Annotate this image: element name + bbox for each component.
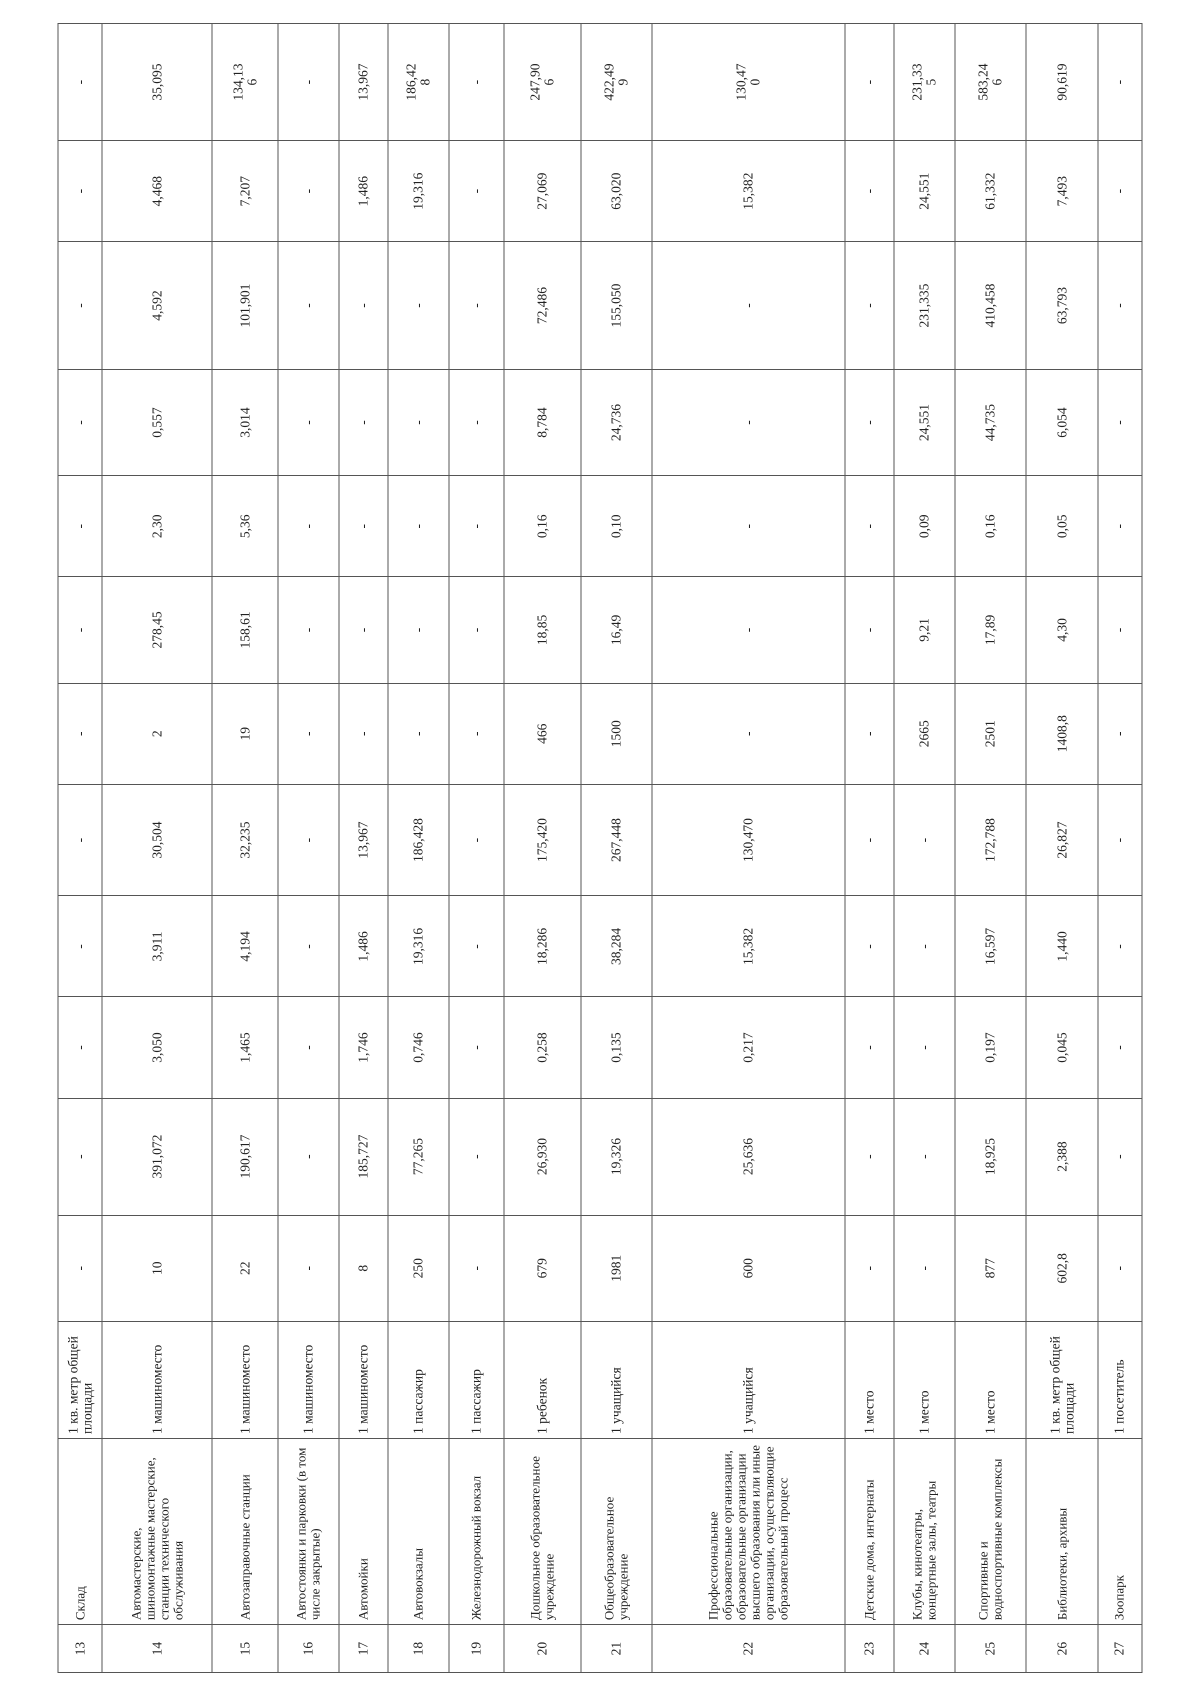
value-cell: 155,050	[581, 242, 653, 370]
value-cell: 231,335	[894, 242, 955, 370]
row-number: 15	[212, 1625, 278, 1673]
value-cell: -	[278, 784, 339, 896]
value-cell: -	[894, 1215, 955, 1321]
object-name: Детские дома, интернаты	[845, 1438, 895, 1624]
unit-cell: 1 машиноместо	[102, 1321, 212, 1438]
value-cell: -	[58, 242, 102, 370]
value-cell: 13,967	[339, 784, 389, 896]
value-cell: 101,901	[212, 242, 278, 370]
value-cell: -	[278, 896, 339, 997]
value-cell: 24,736	[581, 369, 653, 475]
value-cell: 4,468	[102, 141, 212, 242]
value-cell: -	[894, 784, 955, 896]
value-cell: -	[58, 896, 102, 997]
value-cell: -	[278, 242, 339, 370]
value-cell: -	[894, 1098, 955, 1215]
value-cell: -	[845, 141, 895, 242]
value-cell: -	[652, 476, 845, 577]
value-cell: -	[278, 1098, 339, 1215]
value-cell: 1,465	[212, 997, 278, 1098]
object-name: Автостоянки и парковки (в том числе закрытые)	[278, 1438, 339, 1624]
value-cell: 158,61	[212, 577, 278, 683]
value-cell: 0,258	[504, 997, 581, 1098]
value-cell: 1,440	[1026, 896, 1098, 997]
value-cell: -	[1098, 683, 1142, 784]
value-cell: 600	[652, 1215, 845, 1321]
object-name: Склад	[58, 1438, 102, 1624]
value-cell: -	[58, 577, 102, 683]
value-cell: -	[1098, 997, 1142, 1098]
value-cell: -	[339, 683, 389, 784]
unit-cell: 1 ребенок	[504, 1321, 581, 1438]
value-cell: 2,30	[102, 476, 212, 577]
object-name: Железнодорожный вокзал	[449, 1438, 504, 1624]
value-cell: -	[388, 577, 449, 683]
value-cell: 10	[102, 1215, 212, 1321]
table-row	[845, 24, 895, 1673]
value-cell: -	[339, 369, 389, 475]
value-cell: 410,458	[955, 242, 1027, 370]
value-cell: 26,930	[504, 1098, 581, 1215]
value-cell: 15,382	[652, 896, 845, 997]
value-cell: 186,428	[388, 784, 449, 896]
table-row	[58, 24, 102, 1673]
unit-cell: 1 кв. метр общей площади	[58, 1321, 102, 1438]
value-cell: 24,551	[894, 141, 955, 242]
value-cell: -	[449, 141, 504, 242]
object-name: Автовокзалы	[388, 1438, 449, 1624]
table-row	[449, 24, 504, 1673]
object-name: Зоопарк	[1098, 1438, 1142, 1624]
value-cell: 44,735	[955, 369, 1027, 475]
value-cell: 61,332	[955, 141, 1027, 242]
value-cell: -	[449, 24, 504, 141]
value-cell: 30,504	[102, 784, 212, 896]
value-cell: -	[449, 784, 504, 896]
value-cell: -	[388, 242, 449, 370]
value-cell: -	[58, 141, 102, 242]
value-cell: -	[1098, 24, 1142, 141]
row-number: 20	[504, 1625, 581, 1673]
value-cell: 19,316	[388, 141, 449, 242]
unit-cell: 1 кв. метр общей площади	[1026, 1321, 1098, 1438]
value-cell: -	[845, 1098, 895, 1215]
value-cell: -	[278, 476, 339, 577]
value-cell: -	[58, 784, 102, 896]
object-name: Дошкольное образовательное учреждение	[504, 1438, 581, 1624]
row-number: 24	[894, 1625, 955, 1673]
value-cell: -	[449, 369, 504, 475]
value-cell: -	[449, 577, 504, 683]
value-cell: 90,619	[1026, 24, 1098, 141]
row-number: 21	[581, 1625, 653, 1673]
value-cell: 247,90 6	[504, 24, 581, 141]
unit-cell: 1 посетитель	[1098, 1321, 1142, 1438]
table-row	[278, 24, 339, 1673]
value-cell: -	[339, 577, 389, 683]
row-number: 17	[339, 1625, 389, 1673]
table-row	[388, 24, 449, 1673]
value-cell: -	[449, 476, 504, 577]
value-cell: -	[1098, 476, 1142, 577]
value-cell: -	[1098, 896, 1142, 997]
value-cell: -	[845, 1215, 895, 1321]
value-cell: 0,09	[894, 476, 955, 577]
value-cell: -	[449, 896, 504, 997]
table-row	[212, 24, 278, 1673]
value-cell: 16,49	[581, 577, 653, 683]
value-cell: 27,069	[504, 141, 581, 242]
value-cell: 2	[102, 683, 212, 784]
value-cell: -	[1098, 1098, 1142, 1215]
object-name: Клубы, кинотеатры, концертные залы, театры	[894, 1438, 955, 1624]
value-cell: 22	[212, 1215, 278, 1321]
value-cell: 8	[339, 1215, 389, 1321]
value-cell: 0,746	[388, 997, 449, 1098]
value-cell: 19	[212, 683, 278, 784]
value-cell: 15,382	[652, 141, 845, 242]
value-cell: -	[652, 683, 845, 784]
value-cell: -	[845, 24, 895, 141]
table-row	[1098, 24, 1142, 1673]
value-cell: 190,617	[212, 1098, 278, 1215]
value-cell: 19,326	[581, 1098, 653, 1215]
value-cell: -	[1098, 1215, 1142, 1321]
value-cell: -	[58, 369, 102, 475]
value-cell: -	[449, 1215, 504, 1321]
value-cell: -	[58, 997, 102, 1098]
value-cell: 2501	[955, 683, 1027, 784]
value-cell: 19,316	[388, 896, 449, 997]
unit-cell: 1 машиноместо	[339, 1321, 389, 1438]
value-cell: 6,054	[1026, 369, 1098, 475]
value-cell: 38,284	[581, 896, 653, 997]
value-cell: -	[278, 683, 339, 784]
table-row	[652, 24, 845, 1673]
value-cell: -	[845, 784, 895, 896]
value-cell: 0,557	[102, 369, 212, 475]
value-cell: 185,727	[339, 1098, 389, 1215]
value-cell: 4,194	[212, 896, 278, 997]
value-cell: -	[894, 896, 955, 997]
value-cell: 4,592	[102, 242, 212, 370]
value-cell: -	[894, 997, 955, 1098]
value-cell: 1408,8	[1026, 683, 1098, 784]
value-cell: 250	[388, 1215, 449, 1321]
value-cell: 18,925	[955, 1098, 1027, 1215]
value-cell: -	[1098, 242, 1142, 370]
value-cell: -	[58, 476, 102, 577]
table-row	[504, 24, 581, 1673]
value-cell: -	[652, 577, 845, 683]
value-cell: 35,095	[102, 24, 212, 141]
value-cell: 1,486	[339, 141, 389, 242]
value-cell: 391,072	[102, 1098, 212, 1215]
value-cell: 77,265	[388, 1098, 449, 1215]
value-cell: 130,470	[652, 784, 845, 896]
value-cell: 0,16	[504, 476, 581, 577]
value-cell: -	[845, 896, 895, 997]
row-number: 22	[652, 1625, 845, 1673]
value-cell: 1981	[581, 1215, 653, 1321]
value-cell: 5,36	[212, 476, 278, 577]
value-cell: 1500	[581, 683, 653, 784]
value-cell: -	[388, 369, 449, 475]
value-cell: 466	[504, 683, 581, 784]
value-cell: 267,448	[581, 784, 653, 896]
value-cell: -	[339, 476, 389, 577]
value-cell: 583,24 6	[955, 24, 1027, 141]
unit-cell: 1 учащийся	[652, 1321, 845, 1438]
value-cell: -	[652, 369, 845, 475]
row-number: 27	[1098, 1625, 1142, 1673]
table-row	[339, 24, 389, 1673]
value-cell: -	[1098, 141, 1142, 242]
value-cell: 0,217	[652, 997, 845, 1098]
value-cell: 0,045	[1026, 997, 1098, 1098]
value-cell: 278,45	[102, 577, 212, 683]
row-number: 23	[845, 1625, 895, 1673]
value-cell: 32,235	[212, 784, 278, 896]
value-cell: 2,388	[1026, 1098, 1098, 1215]
unit-cell: 1 место	[955, 1321, 1027, 1438]
value-cell: 63,793	[1026, 242, 1098, 370]
value-cell: -	[339, 242, 389, 370]
row-number: 16	[278, 1625, 339, 1673]
unit-cell: 1 пассажир	[388, 1321, 449, 1438]
value-cell: -	[449, 997, 504, 1098]
value-cell: 26,827	[1026, 784, 1098, 896]
value-cell: 7,493	[1026, 141, 1098, 242]
object-name: Автомастерские, шиномонтажные мастерские, станции технического обслуживания	[102, 1438, 212, 1624]
value-cell: -	[449, 683, 504, 784]
row-number: 14	[102, 1625, 212, 1673]
value-cell: -	[278, 141, 339, 242]
value-cell: 175,420	[504, 784, 581, 896]
unit-cell: 1 учащийся	[581, 1321, 653, 1438]
value-cell: 0,135	[581, 997, 653, 1098]
value-cell: 18,286	[504, 896, 581, 997]
object-name: Профессиональные образовательные организации, образовательные организации высшего образования или иные организации, осуществляющие образовательный процесс	[652, 1438, 845, 1624]
value-cell: -	[58, 683, 102, 784]
value-cell: 25,636	[652, 1098, 845, 1215]
value-cell: 0,05	[1026, 476, 1098, 577]
value-cell: 8,784	[504, 369, 581, 475]
value-cell: 1,746	[339, 997, 389, 1098]
value-cell: 0,16	[955, 476, 1027, 577]
value-cell: -	[58, 1098, 102, 1215]
value-cell: 877	[955, 1215, 1027, 1321]
value-cell: -	[278, 1215, 339, 1321]
unit-cell: 1 место	[845, 1321, 895, 1438]
value-cell: -	[1098, 577, 1142, 683]
value-cell: -	[278, 577, 339, 683]
value-cell: -	[652, 242, 845, 370]
table-row	[894, 24, 955, 1673]
value-cell: 24,551	[894, 369, 955, 475]
value-cell: 602,8	[1026, 1215, 1098, 1321]
value-cell: 422,49 9	[581, 24, 653, 141]
value-cell: 134,13 6	[212, 24, 278, 141]
object-name: Автомойки	[339, 1438, 389, 1624]
row-number: 18	[388, 1625, 449, 1673]
row-number: 25	[955, 1625, 1027, 1673]
value-cell: 130,47 0	[652, 24, 845, 141]
table-row	[955, 24, 1027, 1673]
value-cell: 16,597	[955, 896, 1027, 997]
value-cell: 72,486	[504, 242, 581, 370]
table-row	[102, 24, 212, 1673]
value-cell: 3,014	[212, 369, 278, 475]
value-cell: 0,197	[955, 997, 1027, 1098]
value-cell: 2665	[894, 683, 955, 784]
value-cell: 231,33 5	[894, 24, 955, 141]
object-name: Спортивные и водноспортивные комплексы	[955, 1438, 1027, 1624]
value-cell: -	[845, 369, 895, 475]
row-number: 13	[58, 1625, 102, 1673]
value-cell: -	[58, 24, 102, 141]
row-number: 26	[1026, 1625, 1098, 1673]
value-cell: 4,30	[1026, 577, 1098, 683]
value-cell: -	[449, 1098, 504, 1215]
value-cell: 0,10	[581, 476, 653, 577]
value-cell: -	[278, 369, 339, 475]
value-cell: -	[845, 242, 895, 370]
value-cell: 3,050	[102, 997, 212, 1098]
value-cell: -	[449, 242, 504, 370]
unit-cell: 1 машиноместо	[212, 1321, 278, 1438]
unit-cell: 1 машиноместо	[278, 1321, 339, 1438]
unit-cell: 1 пассажир	[449, 1321, 504, 1438]
table-body	[58, 24, 1142, 1673]
table-row	[581, 24, 653, 1673]
value-cell: 63,020	[581, 141, 653, 242]
value-cell: -	[278, 24, 339, 141]
value-cell: -	[845, 577, 895, 683]
value-cell: -	[388, 683, 449, 784]
value-cell: 3,911	[102, 896, 212, 997]
value-cell: 17,89	[955, 577, 1027, 683]
norms-table	[58, 23, 1143, 1673]
object-name: Библиотеки, архивы	[1026, 1438, 1098, 1624]
value-cell: 679	[504, 1215, 581, 1321]
value-cell: 172,788	[955, 784, 1027, 896]
value-cell: 13,967	[339, 24, 389, 141]
value-cell: 186,42 8	[388, 24, 449, 141]
value-cell: 9,21	[894, 577, 955, 683]
object-name: Общеобразовательное учреждение	[581, 1438, 653, 1624]
row-number: 19	[449, 1625, 504, 1673]
value-cell: -	[278, 997, 339, 1098]
value-cell: -	[845, 997, 895, 1098]
rotated-page	[58, 23, 1143, 1673]
value-cell: 7,207	[212, 141, 278, 242]
object-name: Автозаправочные станции	[212, 1438, 278, 1624]
value-cell: -	[1098, 784, 1142, 896]
table-row	[1026, 24, 1098, 1673]
value-cell: -	[58, 1215, 102, 1321]
value-cell: 18,85	[504, 577, 581, 683]
unit-cell: 1 место	[894, 1321, 955, 1438]
value-cell: 1,486	[339, 896, 389, 997]
value-cell: -	[845, 683, 895, 784]
value-cell: -	[1098, 369, 1142, 475]
value-cell: -	[388, 476, 449, 577]
value-cell: -	[845, 476, 895, 577]
